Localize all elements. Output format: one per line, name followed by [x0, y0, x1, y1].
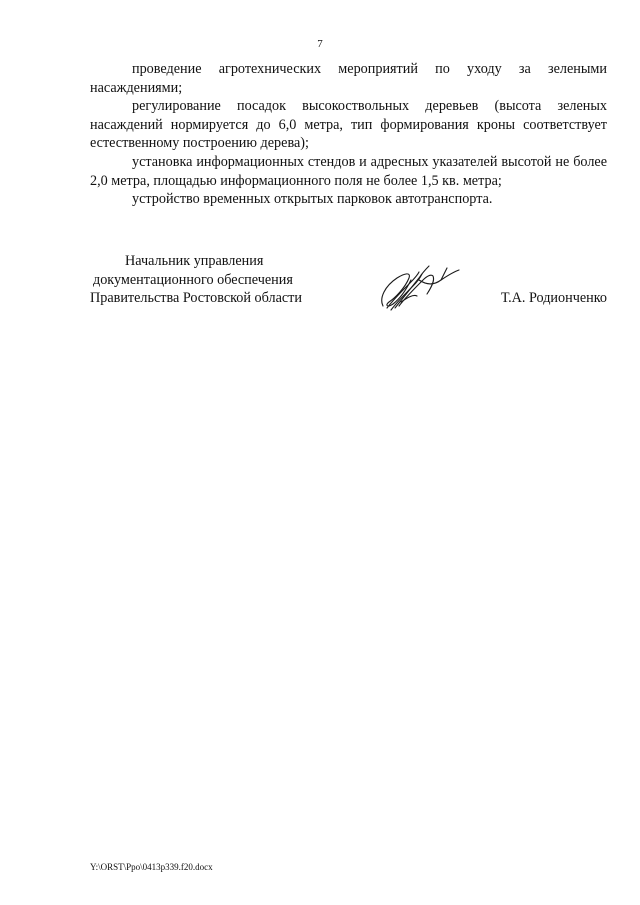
- document-body: [90, 60, 607, 209]
- signer-title-line-2: документационного обеспечения: [93, 271, 293, 288]
- paragraph-tree-planting: регулирование посадок высокоствольных деревьев (высота зеленых насаждений нормируется до 6,0 метра, тип формирования кроны соответствует естественному построению дерева);: [90, 98, 607, 152]
- signer-title-line-1: Начальник управления: [125, 253, 264, 269]
- file-path: Y:\ORST\Ppo\0413p339.f20.docx: [90, 862, 213, 872]
- handwritten-signature-icon: [375, 258, 465, 314]
- signature-block: [90, 252, 607, 322]
- page-number: 7: [317, 38, 323, 50]
- signer-title-line-3: Правительства Ростовской области: [90, 290, 302, 307]
- paragraph-info-stands: установка информационных стендов и адресных указателей высотой не более 2,0 метра, площадью информационного поля не более 1,5 кв. метра;: [90, 153, 607, 189]
- paragraph-maintenance: проведение агротехнических мероприятий по уходу за зелеными насаждениями;: [90, 61, 607, 96]
- paragraph-parking: устройство временных открытых парковок автотранспорта.: [132, 191, 493, 208]
- signer-name: Т.А. Родионченко: [500, 290, 607, 307]
